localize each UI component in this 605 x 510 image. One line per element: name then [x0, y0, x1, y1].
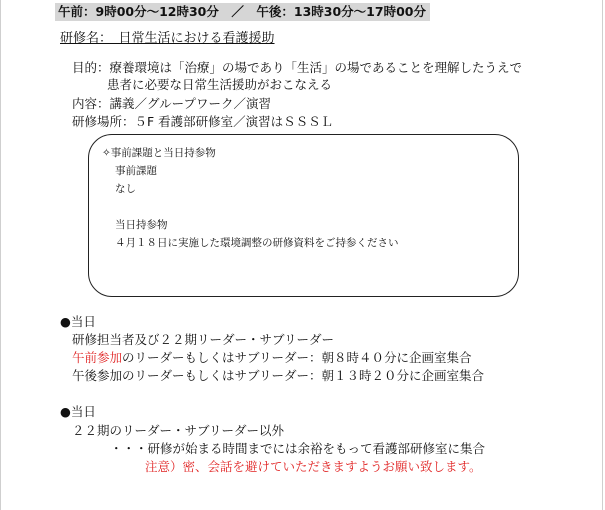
day-heading-1: ●当日	[60, 314, 96, 329]
day1-line-3: 午後参加のリーダーもしくはサブリーダー：朝１３時２０分に企画室集合	[72, 368, 485, 383]
content-line: 内容：講義／グループワーク／演習	[72, 96, 272, 111]
prework-bring-value: ４月１８日に実施した環境調整の研修資料をご持参ください	[115, 237, 399, 249]
prework-bring-label: 当日持参物	[115, 219, 168, 231]
day2-line-1: ２２期のリーダー・サブリーダー以外	[72, 423, 285, 438]
notice-line: 注意）密、会話を避けていただきますようお願い致します。	[145, 459, 482, 474]
training-title: 研修名： 日常生活における看護援助	[60, 31, 275, 46]
location-line: 研修場所：５F 看護部研修室／演習はＳＳＳＬ	[72, 114, 334, 129]
day1-line-2	[72, 350, 472, 366]
day2-line-2: ・・・研修が始まる時間までには余裕をもって看護部研修室に集合	[110, 441, 486, 456]
purpose-line-2: 患者に必要な日常生活援助がおこなえる	[107, 77, 333, 92]
day-heading-2: ●当日	[60, 404, 96, 419]
day1-line-1: 研修担当者及び２２期リーダー・サブリーダー	[72, 332, 335, 347]
schedule-banner: 午前：9時00分～12時30分 ／ 午後：13時30分～17時00分	[55, 3, 430, 21]
prework-task-label: 事前課題	[115, 165, 157, 177]
day1-line-2-rest: のリーダーもしくはサブリーダー：朝８時４０分に企画室集合	[122, 350, 472, 365]
prework-task-value: なし	[115, 183, 136, 195]
morning-participation-label: 午前参加	[72, 350, 123, 365]
prework-heading: ✧事前課題と当日持参物	[102, 147, 216, 159]
purpose-line-1: 目的：療養環境は「治療」の場であり「生活」の場であることを理解したうえで	[72, 60, 523, 75]
